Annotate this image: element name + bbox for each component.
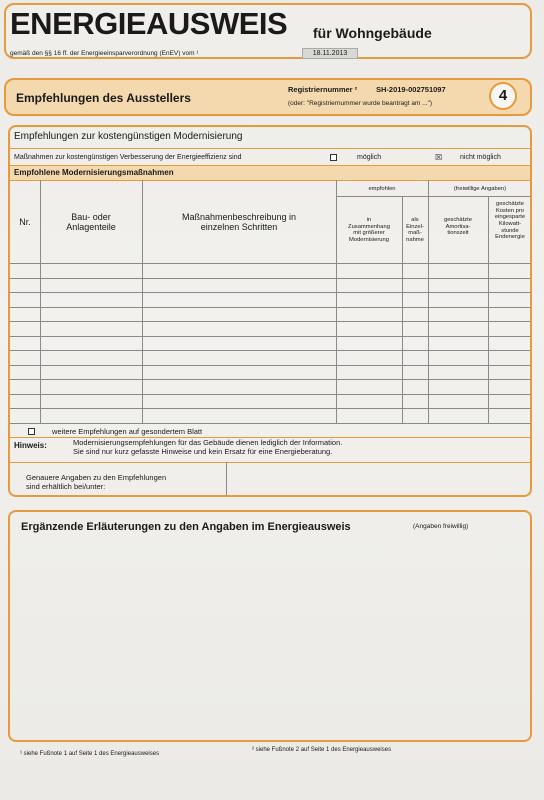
col-component-line: Bau- oder	[71, 212, 111, 222]
table-row	[10, 307, 530, 322]
registration-note: (oder: "Registriernummer wurde beantragt am ...")	[288, 100, 433, 107]
col-amortization-line: Amortisa-	[445, 223, 471, 230]
registration-label: Registriernummer ²	[288, 85, 358, 94]
col-in-context-line: Modernisierung	[349, 236, 389, 243]
col-individual-line: nahme	[406, 236, 424, 243]
col-amortization-line: tionszeit	[447, 230, 469, 237]
recommendations-title: Empfehlungen zur kostengünstigen Modernisierung	[14, 131, 243, 142]
footnote-2: ² siehe Fußnote 2 auf Seite 1 des Energieausweises	[252, 747, 392, 753]
col-description-line: einzelnen Schritten	[200, 221, 278, 232]
col-amortization-line: geschätzte	[443, 217, 473, 223]
not-possible-label: nicht möglich	[460, 154, 501, 161]
regulation-line: gemäß den §§ 16 ff. der Energieeinsparverordnung (EnEV) vom ¹	[10, 50, 199, 57]
possible-label: möglich	[357, 154, 382, 161]
page-number-badge: 4	[489, 82, 517, 110]
col-component	[40, 213, 142, 233]
more-recommendations-checkbox[interactable]	[28, 428, 35, 435]
col-cost-line: geschätzte	[495, 201, 525, 207]
recommended-title: Empfohlene Modernisierungsmaßnahmen	[14, 168, 174, 177]
document-title: ENERGIEAUSWEIS	[10, 6, 288, 41]
group-recommended: empfohlen	[368, 186, 396, 192]
table-row	[10, 263, 530, 278]
table-row	[10, 278, 530, 293]
col-in-context-line: in	[366, 217, 372, 223]
measures-question: Maßnahmen zur kostengünstigen Verbesserung der Energieeffizienz sind	[14, 154, 242, 161]
precise-info-line: sind erhältlich bei/unter:	[26, 481, 106, 491]
table-row	[10, 408, 530, 423]
table-row	[10, 379, 530, 394]
col-description	[142, 213, 336, 233]
col-in-context	[336, 217, 402, 244]
col-cost-line: Endenergie	[495, 234, 525, 241]
explanations-box	[8, 510, 532, 742]
divider	[10, 180, 530, 181]
table-row	[10, 394, 530, 409]
col-nr: Nr.	[19, 217, 31, 227]
table-row	[10, 321, 530, 336]
table-row	[10, 336, 530, 351]
group-optional: (freiwillige Angaben)	[453, 186, 507, 192]
possible-checkbox[interactable]	[330, 154, 337, 161]
col-individual	[402, 217, 428, 244]
section-title: Empfehlungen des Ausstellers	[16, 91, 191, 105]
col-cost-line: Kilowatt-	[498, 220, 522, 227]
not-possible-check-mark: ☒	[435, 153, 443, 162]
precise-info-label	[26, 474, 166, 491]
col-in-context-line: mit größerer	[353, 230, 385, 237]
col-individual-line: als	[411, 217, 419, 223]
col-cost-line: stunde	[501, 227, 519, 234]
divider	[10, 462, 530, 463]
col-amortization	[428, 217, 488, 237]
more-recommendations-label: weitere Empfehlungen auf gesondertem Blatt	[52, 427, 203, 436]
hint-label: Hinweis:	[14, 441, 47, 450]
explanations-title: Ergänzende Erläuterungen zu den Angaben im Energieausweis	[21, 521, 351, 533]
table-group-line	[336, 196, 530, 197]
divider	[10, 148, 530, 149]
document-subtitle: für Wohngebäude	[313, 25, 432, 41]
col-component-line: Anlagenteile	[66, 221, 116, 232]
col-cost-line: eingesparte	[494, 214, 526, 221]
table-row	[10, 365, 530, 380]
hint-text	[73, 439, 342, 456]
not-possible-checkbox[interactable]	[435, 154, 442, 161]
divider	[226, 462, 227, 495]
explanations-note: (Angaben freiwillig)	[413, 523, 469, 530]
col-individual-line: Einzel-	[406, 223, 424, 230]
col-in-context-line: Zusammenhang	[348, 223, 390, 230]
regulation-date: 18.11.2013	[302, 48, 358, 59]
registration-number: SH-2019-002751097	[376, 85, 446, 94]
table-row	[10, 350, 530, 365]
hint-line: Sie sind nur kurz gefasste Hinweise und kein Ersatz für eine Energieberatung.	[73, 446, 333, 456]
hint-line: Modernisierungsempfehlungen für das Gebäude dienen lediglich der Information.	[73, 438, 343, 447]
col-description-line: Maßnahmenbeschreibung in	[181, 212, 297, 222]
precise-info-line: Genauere Angaben zu den Empfehlungen	[26, 473, 167, 482]
table-row	[10, 292, 530, 307]
col-cost-per-kwh	[488, 201, 532, 241]
footnote-1: ¹ siehe Fußnote 1 auf Seite 1 des Energieausweises	[20, 751, 160, 757]
col-cost-line: Kosten pro	[495, 207, 525, 214]
col-individual-line: maß-	[408, 230, 422, 237]
table-row-line	[10, 423, 530, 424]
